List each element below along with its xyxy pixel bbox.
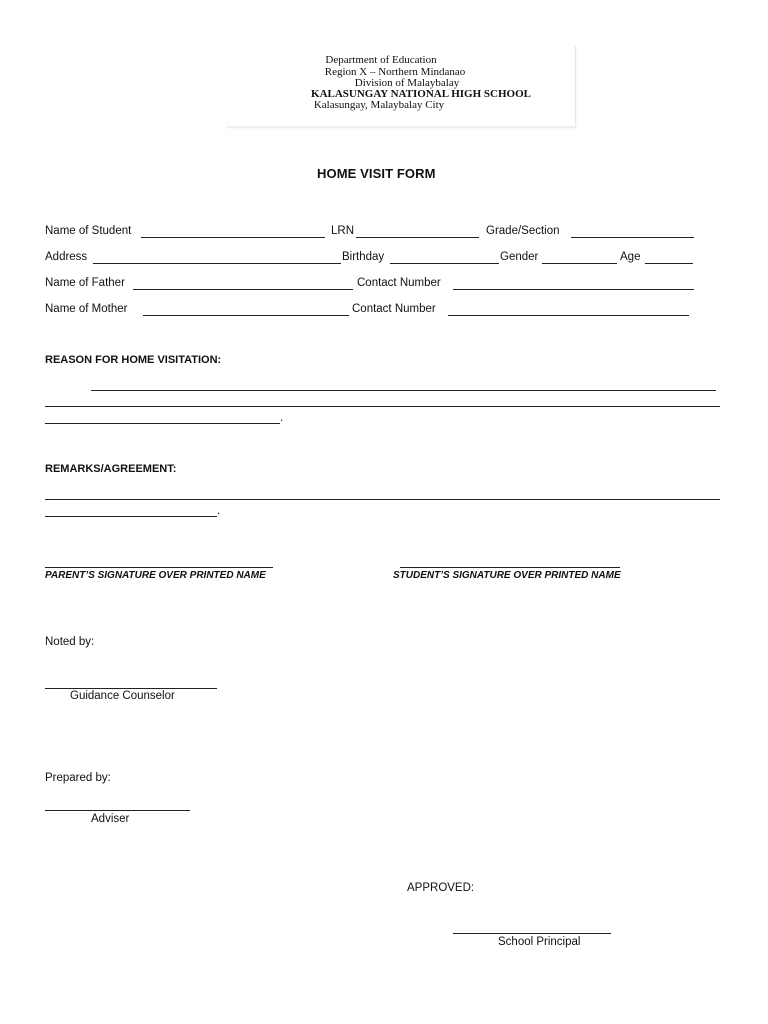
letterhead [227, 46, 576, 128]
adviser-signature-line[interactable] [45, 810, 190, 811]
mother-contact-field[interactable] [448, 315, 689, 316]
region-line: Region X – Northern Mindanao [324, 66, 466, 78]
father-contact-field[interactable] [453, 289, 694, 290]
name-of-father-field[interactable] [133, 289, 353, 290]
gender-field[interactable] [542, 263, 617, 264]
name-of-mother-field[interactable] [143, 315, 349, 316]
approved-label: APPROVED: [407, 882, 475, 894]
grade-section-label: Grade/Section [486, 225, 560, 237]
birthday-field[interactable] [390, 263, 499, 264]
noted-by-label: Noted by: [45, 636, 95, 648]
reason-heading: REASON FOR HOME VISITATION: [45, 354, 222, 366]
adviser-label: Adviser [91, 813, 130, 825]
department-line: Department of Education [325, 54, 437, 66]
reason-period: . [280, 412, 284, 424]
student-signature-line[interactable] [400, 567, 620, 568]
name-of-student-field[interactable] [141, 237, 325, 238]
parent-signature-line[interactable] [45, 567, 273, 568]
father-contact-label: Contact Number [357, 277, 441, 289]
age-field[interactable] [645, 263, 693, 264]
remarks-line-2[interactable] [45, 516, 217, 517]
remarks-heading: REMARKS/AGREEMENT: [45, 463, 177, 475]
name-of-father-label: Name of Father [45, 277, 125, 289]
parent-signature-label: PARENT’S SIGNATURE OVER PRINTED NAME [45, 570, 266, 581]
lrn-label: LRN [331, 225, 355, 237]
principal-signature-line[interactable] [453, 933, 611, 934]
age-label: Age [620, 251, 641, 263]
remarks-period: . [217, 505, 221, 517]
name-of-student-label: Name of Student [45, 225, 132, 237]
reason-line-2[interactable] [45, 406, 720, 407]
division-line: Division of Malaybalay [354, 77, 460, 89]
name-of-mother-label: Name of Mother [45, 303, 128, 315]
birthday-label: Birthday [342, 251, 385, 263]
form-title: HOME VISIT FORM [317, 166, 436, 181]
reason-line-3[interactable] [45, 423, 280, 424]
mother-contact-label: Contact Number [352, 303, 436, 315]
guidance-counselor-label: Guidance Counselor [70, 690, 175, 702]
reason-line-1[interactable] [91, 390, 716, 391]
school-address: Kalasungay, Malaybalay City [313, 99, 445, 111]
grade-section-field[interactable] [571, 237, 694, 238]
guidance-signature-line[interactable] [45, 688, 217, 689]
gender-label: Gender [500, 251, 539, 263]
school-principal-label: School Principal [498, 936, 581, 948]
lrn-field[interactable] [356, 237, 479, 238]
address-field[interactable] [93, 263, 341, 264]
school-name: KALASUNGAY NATIONAL HIGH SCHOOL [311, 88, 531, 100]
prepared-by-label: Prepared by: [45, 772, 111, 784]
student-signature-label: STUDENT’S SIGNATURE OVER PRINTED NAME [393, 570, 621, 581]
address-label: Address [45, 251, 88, 263]
remarks-line-1[interactable] [45, 499, 720, 500]
